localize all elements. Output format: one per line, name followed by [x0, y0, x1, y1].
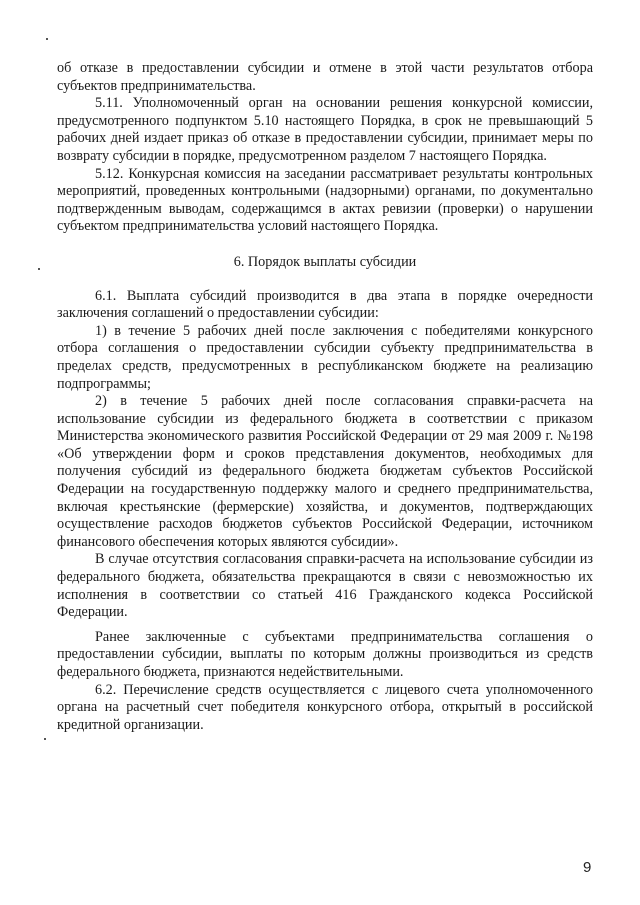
list-item-2: 2) в течение 5 рабочих дней после согласования справки-расчета на использование субсидии из федерального бюджета в соответствии с приказом Министерства экономического развития Российской Федерации от 29 мая 2009 г. №198 «Об утверждении форм и сроков представления документов, необходимых для получения субсидий из федерального бюджета бюджетам субъектов Российской Федерации на государственную поддержку малого и среднего предпринимательства, включая крестьянские (фермерские) хозяйства, и документов, подтверждающих осуществление расходов бюджетов субъектов Российской Федерации, источником финансового обеспечения которых являются субсидии».	[57, 393, 593, 550]
paragraph-6-1: 6.1. Выплата субсидий производится в два этапа в порядке очередности заключения соглашений о предоставлении субсидии:	[57, 287, 593, 322]
paragraph-6-2: 6.2. Перечисление средств осуществляется с лицевого счета уполномоченного органа на расчетный счет победителя конкурсного отбора, открытый в российской кредитной организации.	[57, 681, 593, 733]
paragraph-no-agreement: В случае отсутствия согласования справки-расчета на использование субсидии из федерального бюджета, обязательства прекращаются в связи с невозможностью их исполнения в соответствии со статьей 416 Гражданского кодекса Российской Федерации.	[57, 551, 593, 621]
paragraph-continuation: об отказе в предоставлении субсидии и отмене в этой части результатов отбора субъектов предпринимательства.	[57, 60, 593, 94]
document-body	[57, 60, 593, 734]
paragraph-5-12: 5.12. Конкурсная комиссия на заседании рассматривает результаты контрольных мероприятий, проведенных контрольными (надзорными) органами, по документально подтвержденным выводам, содержащимся в актах ревизии (проверки) о нарушении субъектом предпринимательства условий настоящего Порядка.	[57, 165, 593, 235]
section-heading: 6. Порядок выплаты субсидии	[233, 253, 417, 270]
page-number: 9	[583, 859, 592, 876]
scan-speck	[46, 38, 48, 40]
paragraph-5-11: 5.11. Уполномоченный орган на основании решения конкурсной комиссии, предусмотренного подпунктом 5.10 настоящего Порядка, в срок не превышающий 5 рабочих дней издает приказ об отказе в предоставлении субсидии, принимает меры по возврату субсидии в порядке, предусмотренном разделом 7 настоящего Порядка.	[57, 95, 593, 164]
scan-speck	[44, 738, 46, 740]
list-item-1: 1) в течение 5 рабочих дней после заключения с победителями конкурсного отбора соглашения о предоставлении субсидии субъекту предпринимательства в пределах средств, предусмотренных в республиканском бюджете на реализацию подпрограммы;	[57, 322, 593, 392]
paragraph-prior-agreements: Ранее заключенные с субъектами предпринимательства соглашения о предоставлении субсидии, выплаты по которым должны производиться из средств федерального бюджета, признаются недействительными.	[57, 628, 593, 680]
scan-speck	[38, 268, 40, 270]
